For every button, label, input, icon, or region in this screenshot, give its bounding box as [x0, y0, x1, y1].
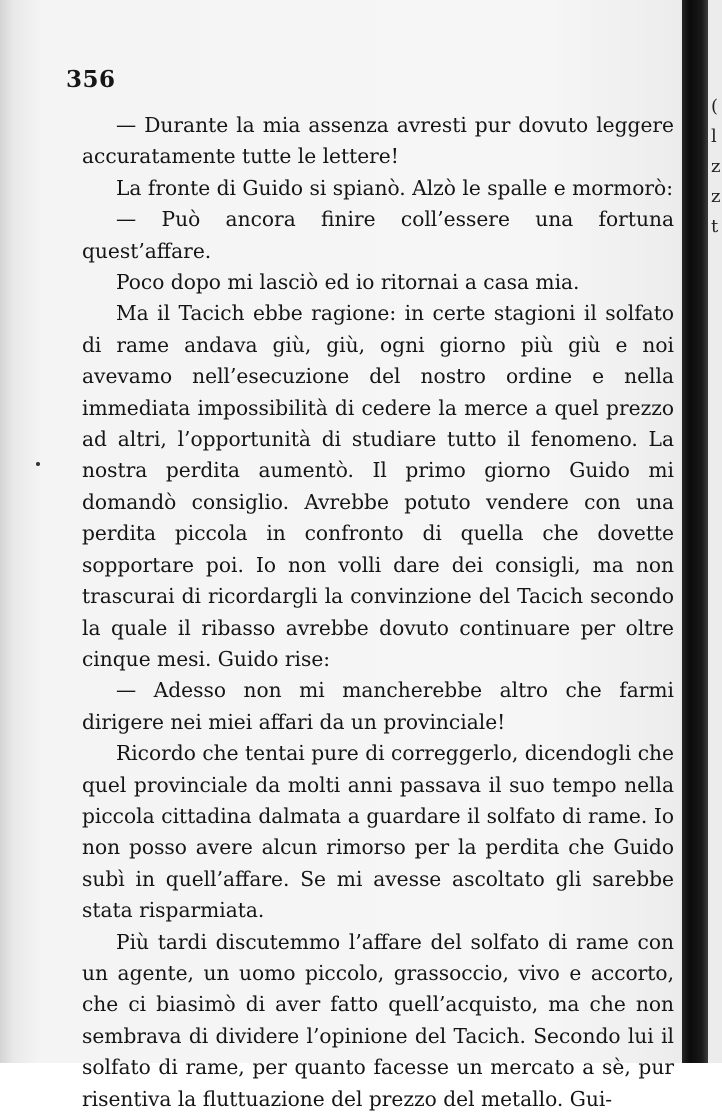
page-text — [82, 110, 674, 1115]
next-page-char-2: l — [711, 126, 717, 147]
next-page-char-5: t — [711, 216, 719, 237]
paragraph-3: — Può ancora finire coll’essere una fortuna quest’affare. — [82, 207, 674, 263]
paragraph-2: La fronte di Guido si spianò. Alzò le spalle e mormorò: — [116, 175, 673, 200]
book-gutter — [682, 0, 708, 1063]
paragraph-4: Poco dopo mi lasciò ed io ritornai a casa mia. — [116, 270, 580, 295]
next-page-edge — [708, 0, 722, 1063]
paragraph-6: — Adesso non mi mancherebbe altro che farmi dirigere nei miei affari da un provinciale! — [82, 678, 674, 734]
paragraph-8: Più tardi discutemmo l’affare del solfato di rame con un agente, un uomo piccolo, grassoccio, vivo e accorto, che ci biasimò di aver fatto quell’acquisto, ma che non sembrava di dividere l’opinione del Tacich. Secondo lui il solfato di rame, per quanto facesse un mercato a sè, pur risentiva la fluttuazione del prezzo del metallo. Gui- — [82, 929, 674, 1111]
next-page-char-4: z — [711, 186, 721, 207]
paragraph-5: Ma il Tacich ebbe ragione: in certe stagioni il solfato di rame andava giù, giù, ogni giorno più giù e noi avevamo nell’esecuzione del nostro ordine e nella immediata impossibilità di cedere la merce a quel prezzo ad altri, l’opportunità di studiare tutto il fenomeno. La nostra perdita aumentò. Il primo giorno Guido mi domandò consiglio. Avrebbe potuto vendere con una perdita piccola in confronto di quella che dovette sopportare poi. Io non volli dare dei consigli, ma non trascurai di ricordargli la convinzione del Tacich secondo la quale il ribasso avrebbe dovuto continuare per oltre cinque mesi. Guido rise: — [82, 301, 674, 671]
next-page-char-1: ( — [711, 96, 719, 117]
page-number: 356 — [66, 66, 116, 93]
paragraph-7: Ricordo che tentai pure di correggerlo, dicendogli che quel provinciale da molti anni passava il suo tempo nella piccola cittadina dalmata a guardare il solfato di rame. Io non posso avere alcun rimorso per la perdita che Guido subì in quell’affare. Se mi avesse ascoltato gli sarebbe stata risparmiata. — [82, 741, 674, 923]
margin-speck — [36, 462, 40, 466]
next-page-char-3: z — [711, 156, 721, 177]
paragraph-1: — Durante la mia assenza avresti pur dovuto leggere accuratamente tutte le lettere! — [82, 113, 674, 169]
